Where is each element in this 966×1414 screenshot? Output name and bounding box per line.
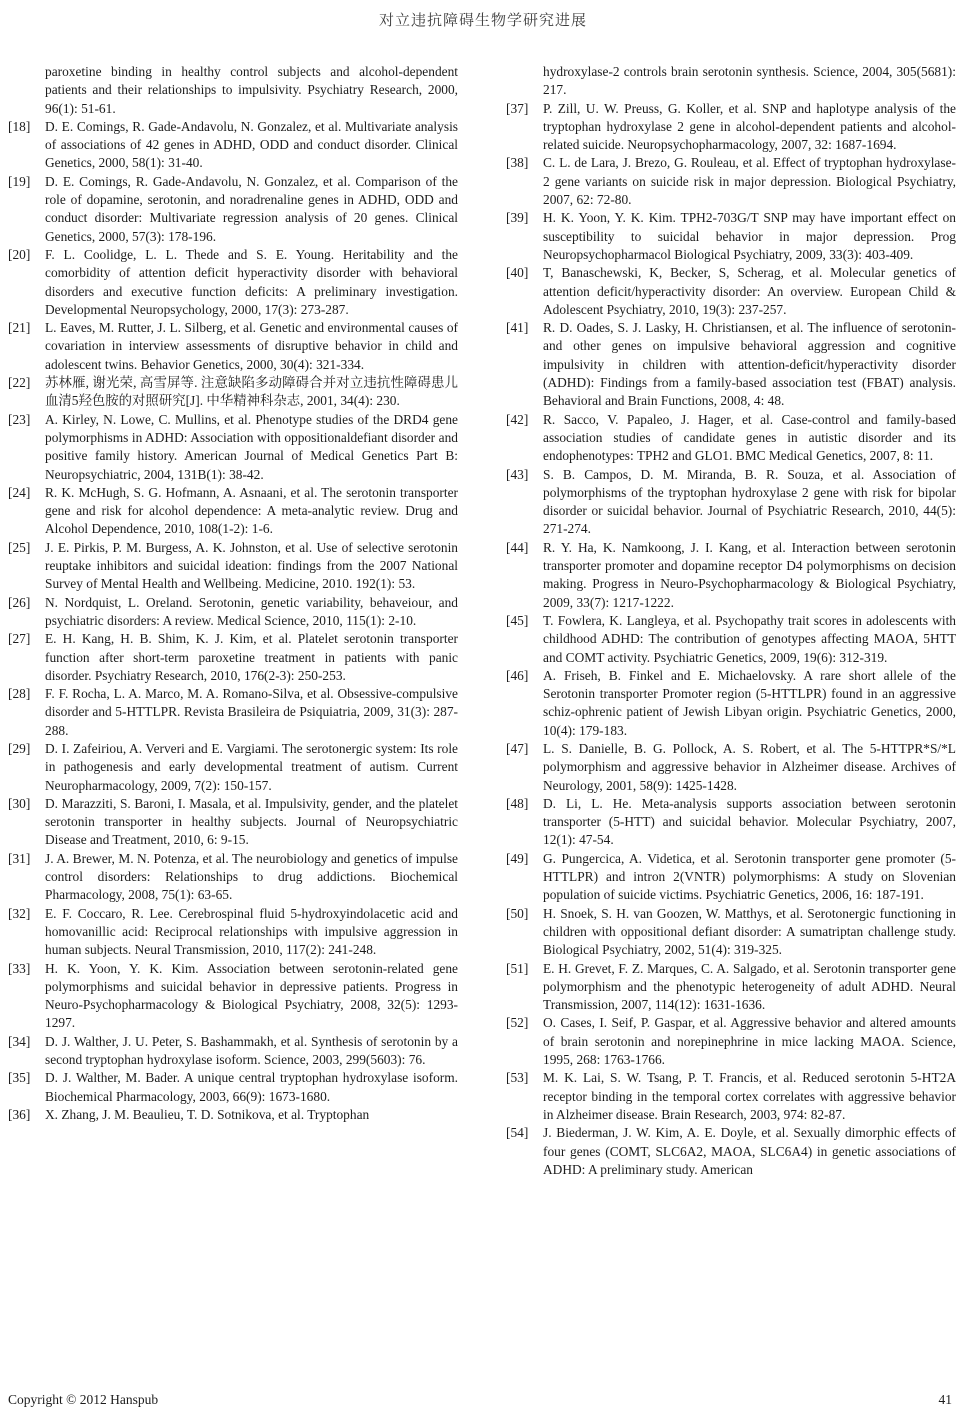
reference-text: A. Friseh, B. Finkel and E. Michaelovsky. A rare short allele of the Serotonin transporter Promoter region (5-HTTLPR) found in an aggressive schiz-ophrenic patient of Jewish Libyan origin. Psychiatric Genetics, 2000, 10(4): 179-183. bbox=[543, 667, 956, 738]
reference-item bbox=[8, 246, 458, 319]
page-footer bbox=[0, 1392, 966, 1408]
reference-item bbox=[8, 411, 458, 484]
reference-text: N. Nordquist, L. Oreland. Serotonin, genetic variability, behaveiour, and psychiatric disorders: A review. Medical Science, 2010, 115(1): 2-10. bbox=[45, 594, 458, 628]
reference-text: hydroxylase-2 controls brain serotonin synthesis. Science, 2004, 305(5681): 217. bbox=[543, 64, 956, 98]
reference-text: A. Kirley, N. Lowe, C. Mullins, et al. Phenotype studies of the DRD4 gene polymorphisms in ADHD: Association with oppositionaldefiant disorder and positive family history. American Journal of Medical Genetics Part B: Neuropsychiatric, 2004, 131B(1): 38-42. bbox=[45, 411, 458, 482]
reference-number: [20] bbox=[8, 246, 31, 262]
reference-number: [26] bbox=[8, 594, 31, 610]
reference-text: H. K. Yoon, Y. K. Kim. TPH2-703G/T SNP may have important effect on susceptibility to suicidal behavior in major depression. Prog Neuropsychopharmacol Biological Psychiatry, 2009, 33(3): 403-409. bbox=[543, 210, 956, 262]
reference-item bbox=[506, 905, 956, 960]
reference-item bbox=[8, 630, 458, 685]
reference-number: [52] bbox=[506, 1015, 529, 1031]
reference-number: [41] bbox=[506, 320, 529, 336]
reference-number: [29] bbox=[8, 740, 31, 756]
reference-number: [24] bbox=[8, 484, 31, 500]
reference-number: [54] bbox=[506, 1125, 529, 1141]
reference-item bbox=[8, 594, 458, 631]
reference-item bbox=[506, 63, 956, 100]
reference-item bbox=[506, 795, 956, 850]
reference-number: [53] bbox=[506, 1070, 529, 1086]
reference-item bbox=[506, 154, 956, 209]
reference-number: [32] bbox=[8, 905, 31, 921]
reference-number: [21] bbox=[8, 320, 31, 336]
reference-text: R. Y. Ha, K. Namkoong, J. I. Kang, et al. Interaction between serotonin transporter promoter and dopamine receptor D4 polymorphisms on decision making. Progress in Neuro-Psychopharmacology & Biological Psychiatry, 2009, 33(7): 1217-1222. bbox=[543, 539, 956, 610]
reference-item bbox=[8, 374, 458, 411]
reference-number: [40] bbox=[506, 265, 529, 281]
reference-text: D. J. Walther, J. U. Peter, S. Bashammakh, et al. Synthesis of serotonin by a second tryptophan hydroxylase isoform. Science, 2003, 299(5603): 76. bbox=[45, 1033, 458, 1068]
copyright-notice: Copyright © 2012 Hanspub bbox=[8, 1392, 159, 1407]
reference-number: [33] bbox=[8, 960, 31, 976]
reference-text: G. Pungercica, A. Videtica, et al. Serotonin transporter gene promoter (5-HTTLPR) and intron 2(VNTR) polymorphisms: A study on Slovenian population of suicide victims. Psychiatric Genetics, 2006, 16: 187-191. bbox=[543, 850, 956, 903]
reference-number: [30] bbox=[8, 795, 31, 811]
reference-number: [23] bbox=[8, 411, 31, 427]
reference-number: [46] bbox=[506, 667, 529, 683]
reference-item bbox=[506, 209, 956, 264]
reference-item bbox=[506, 100, 956, 155]
reference-text: D. I. Zafeiriou, A. Ververi and E. Vargiami. The serotonergic system: Its role in pathogenesis and early developmental treatment of autism. Current Neuropharmacology, 2009, 7(2): 150-157. bbox=[45, 740, 458, 793]
reference-item bbox=[506, 411, 956, 466]
reference-text: D. J. Walther, M. Bader. A unique central tryptophan hydroxylase isoform. Biochemical Pharmacology, 2003, 66(9): 1673-1680. bbox=[45, 1070, 458, 1104]
reference-text: M. K. Lai, S. W. Tsang, P. T. Francis, et al. Reduced serotonin 5-HT2A receptor binding in the temporal cortex correlates with aggressive behavior in Alzheimer disease. Brain Research, 2003, 974: 82-87. bbox=[543, 1070, 956, 1122]
reference-text: 苏林雁, 谢光荣, 高雪屏等. 注意缺陷多动障碍合并对立违抗性障碍患儿血清5羟色胺的对照研究[J]. 中华精神科杂志, 2001, 34(4): 230. bbox=[45, 375, 458, 409]
reference-number: [48] bbox=[506, 795, 529, 811]
reference-text: R. K. McHugh, S. G. Hofmann, A. Asnaani, et al. The serotonin transporter gene and risk for alcohol dependence: A meta-analytic review. Drug and Alcohol Dependence, 2010, 108(1-2): 1-6. bbox=[45, 484, 458, 537]
reference-item bbox=[8, 173, 458, 246]
reference-number: [25] bbox=[8, 539, 31, 555]
reference-text: F. F. Rocha, L. A. Marco, M. A. Romano-Silva, et al. Obsessive-compulsive disorder and 5-HTTLPR. Revista Brasileira de Psiquiatria, 2009, 31(3): 287-288. bbox=[45, 686, 458, 738]
reference-text: J. E. Pirkis, P. M. Burgess, A. K. Johnston, et al. Use of selective serotonin reuptake inhibitors and suicidal ideation: findings from the 2007 National Survey of Mental Health and Wellbeing. Medicine, 2010. 192(1): 53. bbox=[45, 539, 458, 592]
reference-number: [50] bbox=[506, 905, 529, 921]
reference-item bbox=[506, 960, 956, 1015]
reference-item bbox=[8, 1106, 458, 1124]
reference-number bbox=[506, 63, 543, 100]
reference-item bbox=[506, 319, 956, 410]
reference-item bbox=[8, 960, 458, 1033]
reference-number: [34] bbox=[8, 1033, 31, 1049]
reference-number: [38] bbox=[506, 155, 529, 171]
reference-text: R. Sacco, V. Papaleo, J. Hager, et al. Case-control and family-based association studies of candidate genes in autistic disorder and its endophenotypes: TPH2 and GLO1. BMC Medical Genetics, 2007, 8: 11. bbox=[543, 411, 956, 464]
reference-item bbox=[8, 319, 458, 374]
reference-number: [49] bbox=[506, 850, 529, 866]
reference-text: E. F. Coccaro, R. Lee. Cerebrospinal fluid 5-hydroxyindolacetic acid and homovanillic acid: Reciprocal relationships with impulsive aggression in human subjects. Neural Transmission, 2010, 117(2): 241-248. bbox=[45, 905, 458, 958]
reference-text: P. Zill, U. W. Preuss, G. Koller, et al. SNP and haplotype analysis of the tryptophan hydroxylase 2 gene in alcohol-dependent patients and alcohol-related suicide. Neuropsychopharmacology, 2007, 32: 1687-1694. bbox=[543, 100, 956, 153]
reference-item bbox=[506, 539, 956, 612]
reference-item bbox=[506, 1069, 956, 1124]
reference-item bbox=[8, 484, 458, 539]
reference-item bbox=[506, 264, 956, 319]
reference-number: [39] bbox=[506, 210, 529, 226]
reference-number: [45] bbox=[506, 612, 529, 628]
references-left-column bbox=[8, 63, 458, 1179]
reference-item bbox=[8, 539, 458, 594]
reference-text: J. Biederman, J. W. Kim, A. E. Doyle, et al. Sexually dimorphic effects of four genes (COMT, SLC6A2, MAOA, SLC6A4) in genetic associations of ADHD: A preliminary study. American bbox=[543, 1125, 956, 1177]
reference-item bbox=[506, 466, 956, 539]
reference-item bbox=[8, 850, 458, 905]
reference-text: L. Eaves, M. Rutter, J. L. Silberg, et al. Genetic and environmental causes of covariation in interview assessments of disruptive behavior in child and adolescent twins. Behavior Genetics, 2000, 30(4): 321-334. bbox=[45, 320, 458, 372]
reference-number: [51] bbox=[506, 960, 529, 976]
reference-item bbox=[506, 850, 956, 905]
reference-item bbox=[8, 1069, 458, 1106]
reference-item bbox=[8, 740, 458, 795]
running-header-title: 对立违抗障碍生物学研究进展 bbox=[378, 13, 587, 29]
references-section bbox=[0, 63, 966, 1179]
reference-item bbox=[8, 905, 458, 960]
reference-text: E. H. Grevet, F. Z. Marques, C. A. Salgado, et al. Serotonin transporter gene polymorphism and the phenotypic heterogeneity of adult ADHD. Neural Transmission, 2007, 114(12): 1631-1636. bbox=[543, 960, 956, 1013]
reference-text: H. Snoek, S. H. van Goozen, W. Matthys, et al. Serotonergic functioning in children with oppositional defiant disorder: A sumatriptan challenge study. Biological Psychiatry, 2002, 51(4): 319-325. bbox=[543, 905, 956, 958]
reference-item bbox=[8, 63, 458, 118]
reference-text: T. Fowlera, K. Langleya, et al. Psychopathy trait scores in adolescents with childhood ADHD: The contribution of genotypes affecting MAOA, 5HTT and COMT activity. Psychiatric Genetics, 2009, 19(6): 312-319. bbox=[543, 612, 956, 665]
reference-number: [36] bbox=[8, 1106, 31, 1122]
reference-text: C. L. de Lara, J. Brezo, G. Rouleau, et al. Effect of tryptophan hydroxylase-2 gene variants on suicide risk in major depression. Biological Psychiatry, 2007, 62: 72-80. bbox=[543, 155, 956, 208]
reference-item bbox=[506, 1014, 956, 1069]
reference-text: J. A. Brewer, M. N. Potenza, et al. The neurobiology and genetics of impulse control disorders: Relationships to drug addictions. Biochemical Pharmacology, 2008, 75(1): 63-65. bbox=[45, 850, 458, 903]
reference-text: D. Marazziti, S. Baroni, I. Masala, et al. Impulsivity, gender, and the platelet serotonin transporter in healthy subjects. Journal of Neuropsychiatric Disease and Treatment, 2010, 6: 9-15. bbox=[45, 795, 458, 848]
reference-number: [19] bbox=[8, 173, 31, 189]
reference-text: T, Banaschewski, K, Becker, S, Scherag, et al. Molecular genetics of attention deficit/hyperactivity disorder: An overview. European Child & Adolescent Psychiatry, 2010, 19(3): 237-257. bbox=[543, 265, 956, 317]
reference-number: [37] bbox=[506, 100, 529, 116]
reference-text: O. Cases, I. Seif, P. Gaspar, et al. Aggressive behavior and altered amounts of brain serotonin and norepinephrine in mice lacking MAOA. Science, 1995, 268: 1763-1766. bbox=[543, 1015, 956, 1068]
reference-item bbox=[506, 1124, 956, 1179]
reference-item bbox=[506, 667, 956, 740]
reference-number: [31] bbox=[8, 850, 31, 866]
reference-item bbox=[506, 740, 956, 795]
reference-item bbox=[8, 118, 458, 173]
reference-text: D. Li, L. He. Meta-analysis supports association between serotonin transporter (5-HTT) and suicidal behavior. Molecular Psychiatry, 2007, 12(1): 47-54. bbox=[543, 795, 956, 848]
reference-text: E. H. Kang, H. B. Shim, K. J. Kim, et al. Platelet serotonin transporter function after short-term paroxetine treatment in patients with panic disorder. Psychiatry Research, 2010, 176(2-3): 250-253. bbox=[45, 631, 458, 683]
reference-item bbox=[8, 795, 458, 850]
reference-number: [22] bbox=[8, 375, 31, 391]
reference-text: S. B. Campos, D. M. Miranda, B. R. Souza, et al. Association of polymorphisms of the tryptophan hydroxylase 2 gene with risk for bipolar disorder or suicidal behavior. Journal of Psychiatric Research, 2010, 44(5): 271-274. bbox=[543, 466, 956, 537]
reference-number: [35] bbox=[8, 1070, 31, 1086]
reference-number: [27] bbox=[8, 631, 31, 647]
reference-text: paroxetine binding in healthy control subjects and alcohol-dependent patients and their relationships to impulsivity. Psychiatry Research, 2000, 96(1): 51-61. bbox=[45, 64, 458, 116]
reference-number: [28] bbox=[8, 686, 31, 702]
reference-number: [43] bbox=[506, 466, 529, 482]
reference-item bbox=[506, 612, 956, 667]
reference-text: H. K. Yoon, Y. K. Kim. Association between serotonin-related gene polymorphisms and suicidal behavior in depressive patients. Progress in Neuro-Psychopharmacology & Biological Psychiatry, 2008, 32(5): 1293-1297. bbox=[45, 960, 458, 1031]
reference-text: X. Zhang, J. M. Beaulieu, T. D. Sotnikova, et al. Tryptophan bbox=[45, 1106, 370, 1122]
reference-number: [47] bbox=[506, 740, 529, 756]
reference-text: D. E. Comings, R. Gade-Andavolu, N. Gonzalez, et al. Comparison of the role of dopamine, serotonin, and noradrenaline genes in ADHD, ODD and conduct disorder: Multivariate regression analysis of 20 genes. Clinical Genetics, 2000, 57(3): 178-196. bbox=[45, 173, 458, 244]
reference-item bbox=[8, 685, 458, 740]
reference-text: L. S. Danielle, B. G. Pollock, A. S. Robert, et al. The 5-HTTPR*S/*L polymorphism and aggressive behavior in Alzheimer disease. Archives of Neurology, 2001, 58(9): 1425-1428. bbox=[543, 740, 956, 793]
reference-number: [42] bbox=[506, 411, 529, 427]
reference-text: D. E. Comings, R. Gade-Andavolu, N. Gonzalez, et al. Multivariate analysis of associations of 42 genes in ADHD, ODD and conduct disorder. Clinical Genetics, 2000, 58(1): 31-40. bbox=[45, 118, 458, 171]
references-right-column bbox=[506, 63, 956, 1179]
page-number: 41 bbox=[938, 1392, 952, 1407]
reference-text: R. D. Oades, S. J. Lasky, H. Christiansen, et al. The influence of serotonin- and other genes on impulsive behavioral aggression and cognitive impulsivity in children with attention-deficit/hyperactivity disorder (ADHD): Findings from a family-based association test (FBAT) analysis. Behavioral and Brain Functions, 2008, 4: 48. bbox=[543, 320, 956, 409]
reference-number bbox=[8, 63, 45, 118]
reference-item bbox=[8, 1033, 458, 1070]
reference-text: F. L. Coolidge, L. L. Thede and S. E. Young. Heritability and the comorbidity of attention deficit hyperactivity disorder with behavioral disorders and executive function deficits: A preliminary investigation. Developmental Neuropsychology, 2000, 17(3): 273-287. bbox=[45, 246, 458, 317]
reference-number: [44] bbox=[506, 539, 529, 555]
reference-number: [18] bbox=[8, 118, 31, 134]
